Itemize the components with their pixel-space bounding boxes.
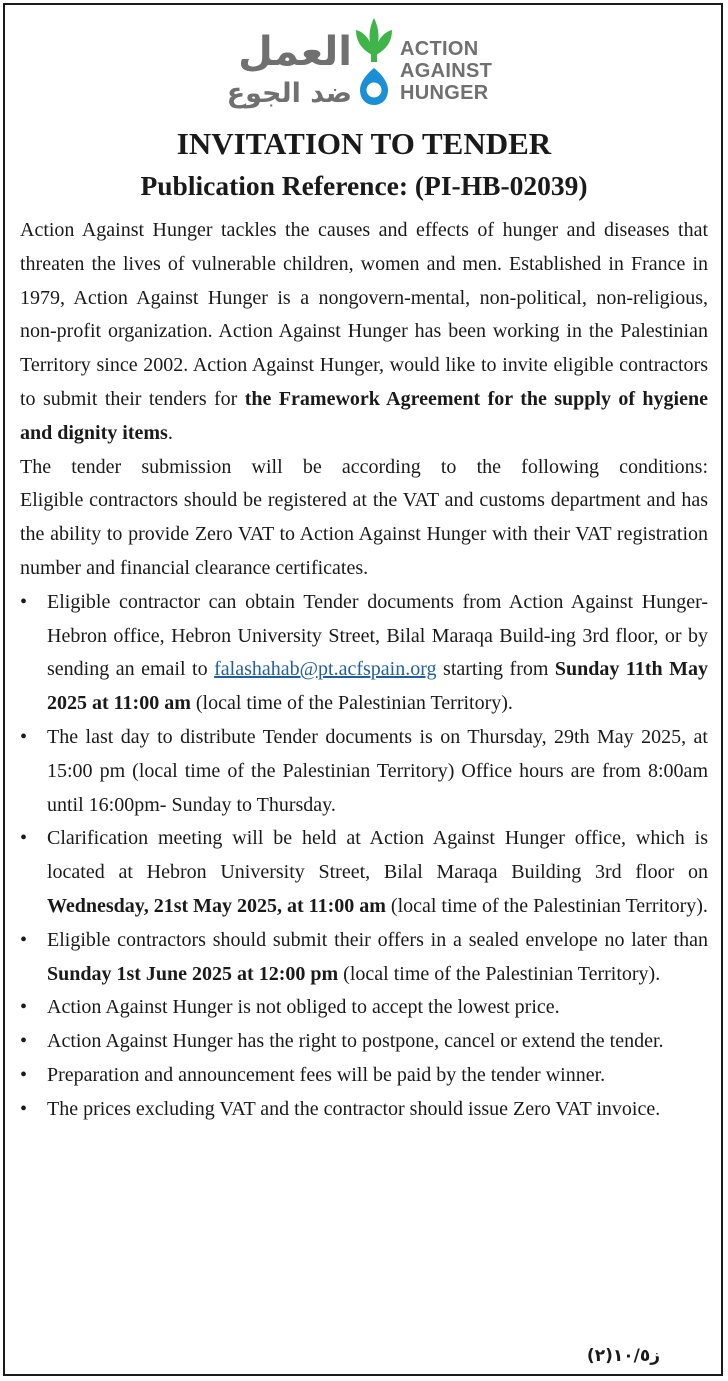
bullet-text: Eligible contractors should submit their offers in a sealed envelope no later than xyxy=(47,928,708,951)
tender-object: the Framework Agreement for the supply of hygiene and dignity items xyxy=(20,387,708,444)
bullet-text: The prices excluding VAT and the contractor should issue Zero VAT invoice. xyxy=(47,1097,661,1120)
bullet-text: Clarification meeting will be held at Action Against Hunger office, which is located at Hebron University Street, Bilal Maraqa Building 3rd floor on xyxy=(47,827,708,884)
action-against-hunger-logo xyxy=(218,14,518,110)
meeting-date: Wednesday, 21st May 2025, at 11:00 am xyxy=(47,894,386,917)
list-item xyxy=(20,586,708,721)
intro-end: . xyxy=(167,421,173,444)
notice-body xyxy=(20,214,708,1127)
page-title: INVITATION TO TENDER xyxy=(176,126,552,161)
bullet-text: (local time of the Palestinian Territory). xyxy=(338,962,661,985)
logo-arabic-line1: العمل xyxy=(238,29,352,75)
bullet-text: Preparation and announcement fees will be paid by the tender winner. xyxy=(47,1063,606,1086)
publication-code: ز١٠/٥(٢) xyxy=(586,1346,660,1366)
list-item xyxy=(20,721,708,822)
eligibility-paragraph: Eligible contractors should be registered at the VAT and customs department and has the ability to provide Zero VAT to Action Against Hunger with their VAT registration number and financial clearance certificates. xyxy=(20,489,708,579)
list-item xyxy=(20,822,708,923)
list-item xyxy=(20,1025,708,1059)
intro-paragraph xyxy=(20,214,708,451)
publication-reference: Publication Reference: (PI-HB-02039) xyxy=(140,170,588,201)
bullet-text: (local time of the Palestinian Territory). xyxy=(190,692,513,715)
bullet-text: Action Against Hunger is not obliged to accept the lowest price. xyxy=(47,996,560,1019)
logo-english-line2: AGAINST xyxy=(400,60,493,82)
bullet-text: The last day to distribute Tender documents is on Thursday, 29th May 2025, at 15:00 pm (local time of the Palestinian Territory) Office hours are from 8:00am until 16:00pm- Sunday to Thursday. xyxy=(47,725,708,816)
conditions-list xyxy=(20,586,708,1127)
bullet-text: starting from xyxy=(436,658,555,681)
conditions-intro: The tender submission will be according to the following conditions: xyxy=(20,455,708,478)
intro-text: Action Against Hunger tackles the causes and effects of hunger and diseases that threaten the lives of vulnerable children, women and men. Established in France in 1979, Action Against Hunger is a nongovern-mental, non-political, non-religious, non-profit organization. Action Against Hunger has been working in the Palestinian Territory since 2002. Action Against Hunger, would like to invite eligible contractors to submit their tenders for xyxy=(20,219,708,410)
list-item xyxy=(20,1059,708,1093)
leaf-drop-icon xyxy=(354,16,394,108)
bullet-text: Eligible contractor can obtain Tender documents from Action Against Hunger-Hebron office, Hebron University Street, Bilal Maraqa Build-ing 3rd floor, or by sending an email to xyxy=(47,590,708,681)
start-date: Sunday 11th May 2025 at 11:00 am xyxy=(47,658,708,715)
list-item xyxy=(20,1093,708,1127)
logo-english-line3: HUNGER xyxy=(400,82,489,104)
bullet-text: (local time of the Palestinian Territory). xyxy=(385,894,708,917)
email-link[interactable]: falashahab@pt.acfspain.org xyxy=(214,658,437,681)
logo-arabic-line2: ضد الجوع xyxy=(226,78,352,109)
logo-english-line1: ACTION xyxy=(400,38,479,60)
logo-english-text xyxy=(400,38,530,104)
list-item xyxy=(20,924,708,992)
bullet-text: Action Against Hunger has the right to postpone, cancel or extend the tender. xyxy=(47,1030,664,1053)
deadline-date: Sunday 1st June 2025 at 12:00 pm xyxy=(47,962,339,985)
list-item xyxy=(20,991,708,1025)
